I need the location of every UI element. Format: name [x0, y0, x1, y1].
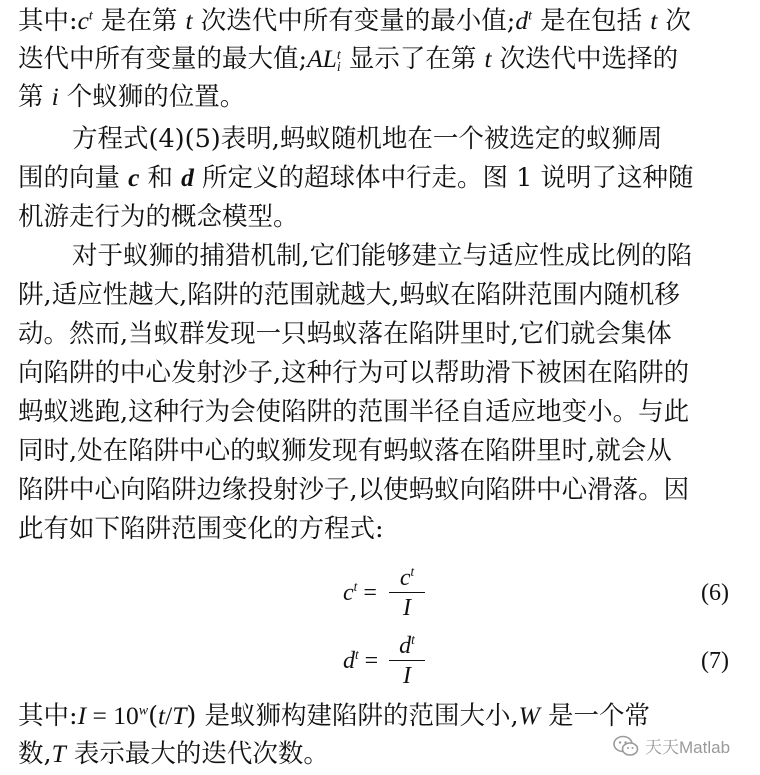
text-line: 对于蚁狮的捕猎机制,它们能够建立与适应性成比例的陷 [72, 241, 693, 271]
text-line: 向陷阱的中心发射沙子,这种行为可以帮助滑下被困在陷阱的 [18, 358, 690, 388]
equation-number: (7) [701, 648, 729, 674]
text-line: 数,T 表示最大的迭代次数。 [18, 739, 329, 769]
text-line: 迭代中所有变量的最大值;AL t i 显示了在第 t 次迭代中选择的 [18, 44, 679, 75]
equation-number: (6) [701, 580, 729, 606]
text-line: 同时,处在陷阱中心的蚁狮发现有蚂蚁落在陷阱里时,就会从 [18, 436, 672, 466]
text-line: 方程式(4)(5)表明,蚂蚁随机地在一个被选定的蚁狮周 [72, 124, 663, 154]
text-line: 第 i 个蚁狮的位置。 [18, 82, 246, 112]
text-line: 其中:I = $10^w(t/T)$ 是蚁狮构建陷阱的范围大小,W 是一个常 [18, 701, 650, 731]
wechat-icon [613, 735, 639, 757]
text-line: 阱,适应性越大,陷阱的范围就越大,蚂蚁在陷阱范围内随机移 [18, 280, 680, 310]
text-line: 围的向量 c 和 d 所定义的超球体中行走。图 1 说明了这种随 [18, 163, 694, 193]
text-line: 陷阱中心向陷阱边缘投射沙子,以使蚂蚁向陷阱中心滑落。因 [18, 475, 690, 505]
watermark-text: 天天Matlab [645, 738, 731, 757]
text-line: 机游走行为的概念模型。 [18, 202, 299, 232]
equation-7: $d^t$ = $d^t$ I [343, 634, 443, 694]
equation-6: $c^t$ = $c^t$ I [343, 566, 443, 626]
text-line: 此有如下陷阱范围变化的方程式: [18, 514, 384, 544]
text-line: 其中$:c^t$ 是在第 t 次迭代中所有变量的最小值$;d^t$ 是在包括 t 次 [18, 6, 691, 36]
text-line: 蚂蚁逃跑,这种行为会使陷阱的范围半径自适应地变小。与此 [18, 397, 690, 427]
watermark [613, 733, 730, 758]
text-line: 动。然而,当蚁群发现一只蚂蚁落在陷阱里时,它们就会集体 [18, 319, 672, 349]
